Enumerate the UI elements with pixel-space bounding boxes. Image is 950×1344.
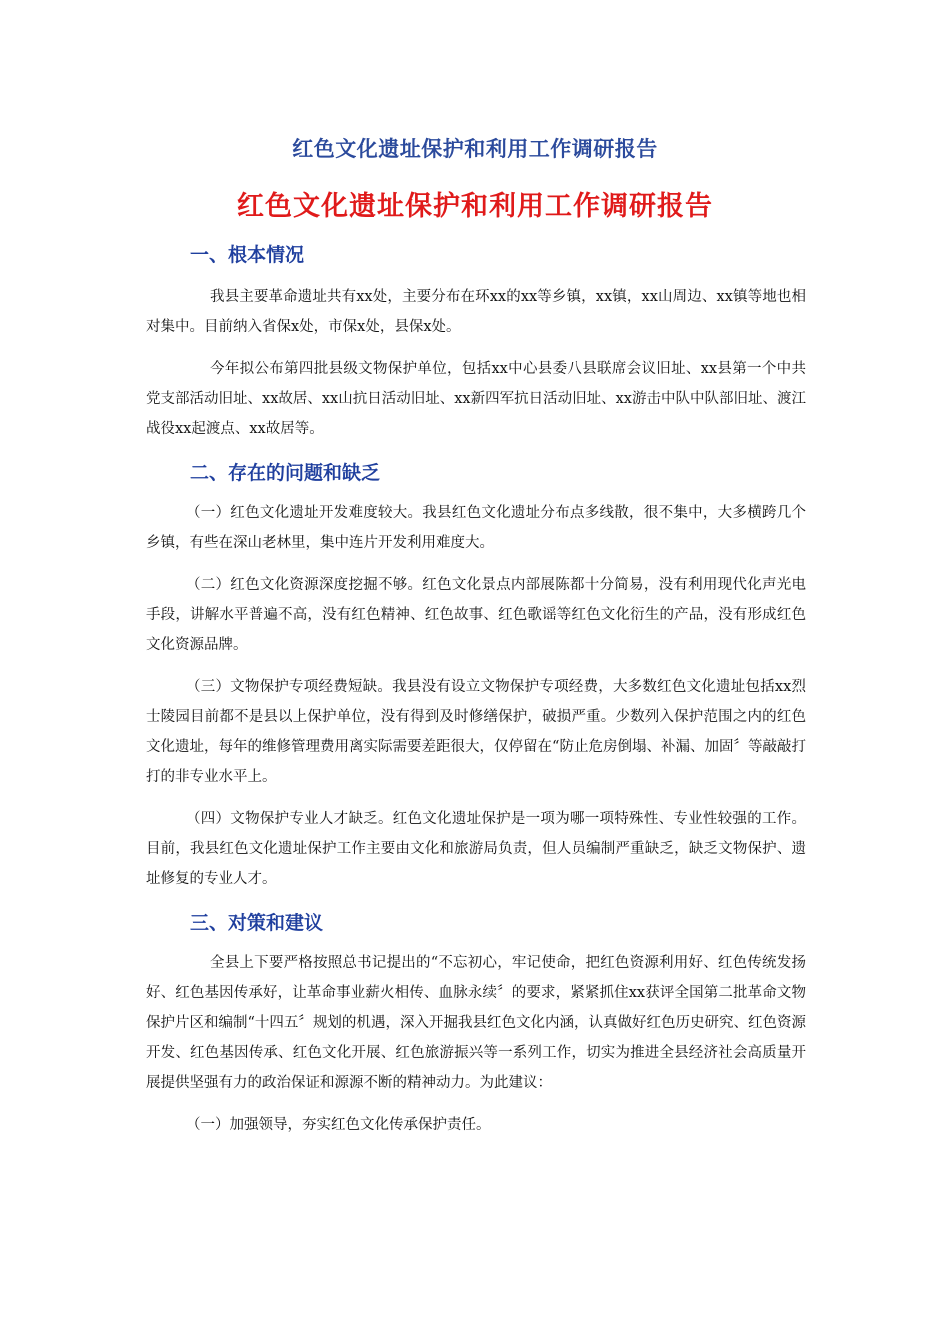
header-title: 红色文化遗址保护和利用工作调研报告 xyxy=(292,137,658,161)
section-heading: 二、存在的问题和缺乏 xyxy=(190,462,381,484)
section-heading: 三、对策和建议 xyxy=(190,912,324,934)
paragraph: 我县主要革命遗址共有xx处，主要分布在环xx的xx等乡镇，xx镇，xx山周边、xx镇等地也相对集中。目前纳入省保x处，市保x处，县保x处。 xyxy=(146,289,806,335)
paragraph: 今年拟公布第四批县级文物保护单位，包括xx中心县委八县联席会议旧址、xx县第一个中共党支部活动旧址、xx故居、xx山抗日活动旧址、xx新四军抗日活动旧址、xx游击中队中队部旧址、渡江战役xx起渡点、xx故居等。 xyxy=(146,361,806,437)
paragraph: （四）文物保护专业人才缺乏。红色文化遗址保护是一项为哪一项特殊性、专业性较强的工作。目前，我县红色文化遗址保护工作主要由文化和旅游局负责，但人员编制严重缺乏，缺乏文物保护、遗址修复的专业人才。 xyxy=(146,811,806,887)
paragraph: （一）加强领导，夯实红色文化传承保护责任。 xyxy=(186,1117,491,1133)
paragraph: 全县上下要严格按照总书记提出的“不忘初心，牢记使命，把红色资源利用好、红色传统发扬好、红色基因传承好，让革命事业薪火相传、血脉永续〞的要求，紧紧抓住xx获评全国第二批革命文物保护片区和编制“十四五〞规划的机遇，深入开掘我县红色文化内涵，认真做好红色历史研究、红色资源开发、红色基因传承、红色文化开展、红色旅游振兴等一系列工作，切实为推进全县经济社会高质量开展提供坚强有力的政治保证和源源不断的精神动力。为此建议： xyxy=(146,955,806,1091)
paragraph: （二）红色文化资源深度挖掘不够。红色文化景点内部展陈都十分简易，没有利用现代化声光电手段，讲解水平普遍不高，没有红色精神、红色故事、红色歌谣等红色文化衍生的产品，没有形成红色文化资源品牌。 xyxy=(146,577,806,653)
paragraph: （一）红色文化遗址开发难度较大。我县红色文化遗址分布点多线散，很不集中，大多横跨几个乡镇，有些在深山老林里，集中连片开发利用难度大。 xyxy=(146,505,806,551)
paragraph: （三）文物保护专项经费短缺。我县没有设立文物保护专项经费，大多数红色文化遗址包括xx烈士陵园目前都不是县以上保护单位，没有得到及时修缮保护，破损严重。少数列入保护范围之内的红色文化遗址，每年的维修管理费用离实际需要差距很大，仅停留在“防止危房倒塌、补漏、加固〞等敲敲打打的非专业水平上。 xyxy=(146,679,806,785)
document-body xyxy=(146,238,806,1140)
main-title: 红色文化遗址保护和利用工作调研报告 xyxy=(237,191,713,222)
section-heading: 一、根本情况 xyxy=(190,244,305,266)
